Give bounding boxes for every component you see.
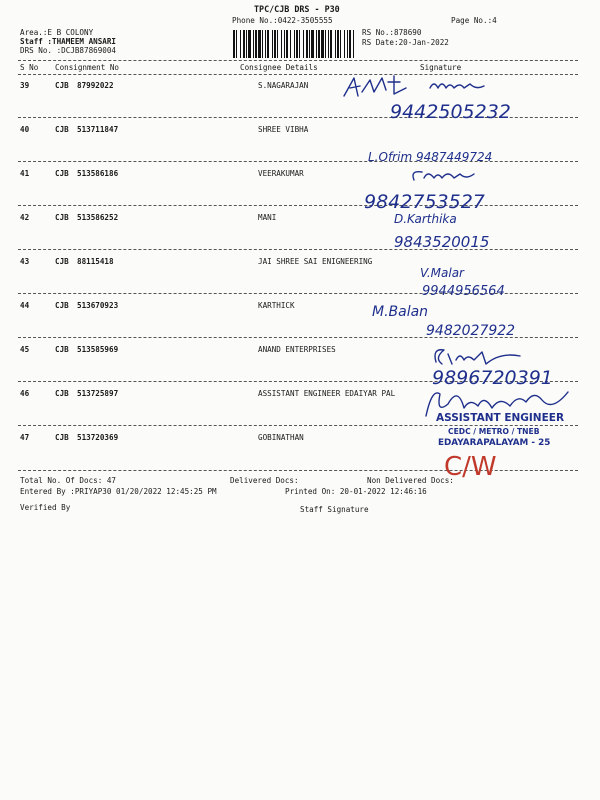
barcode-bar bbox=[325, 30, 326, 58]
verified-by: Verified By bbox=[20, 503, 71, 512]
row-prefix: CJB bbox=[55, 257, 69, 266]
barcode-image bbox=[232, 30, 358, 58]
row-prefix: CJB bbox=[55, 213, 69, 222]
barcode-bar bbox=[253, 30, 254, 58]
barcode-bar bbox=[318, 30, 320, 58]
rs-date: RS Date:20-Jan-2022 bbox=[362, 38, 449, 47]
barcode-bar bbox=[344, 30, 345, 58]
row-consignee: VEERAKUMAR bbox=[258, 169, 304, 178]
row-prefix: CJB bbox=[55, 345, 69, 354]
barcode-bar bbox=[274, 30, 276, 58]
barcode-bar bbox=[349, 30, 351, 58]
barcode-bar bbox=[233, 30, 235, 58]
handwritten-text: M.Balan bbox=[372, 304, 429, 320]
barcode-bar bbox=[236, 30, 237, 58]
barcode-bar bbox=[353, 30, 354, 58]
row-sno: 43 bbox=[20, 257, 30, 266]
handwritten-name bbox=[392, 208, 492, 228]
rs-number: RS No.:878690 bbox=[362, 28, 422, 37]
area-label: Area.:E B COLONY bbox=[20, 28, 94, 37]
col-signature: Signature bbox=[420, 63, 462, 72]
barcode-bar bbox=[311, 30, 314, 58]
barcode-bar bbox=[347, 30, 348, 58]
non-delivered-docs: Non Delivered Docs: bbox=[367, 476, 454, 485]
handwritten-text: 9842753527 bbox=[364, 191, 485, 213]
handwritten-text: 9482027922 bbox=[426, 323, 516, 339]
handwritten-text: 9843520015 bbox=[394, 233, 490, 251]
handwritten-signature bbox=[428, 78, 488, 92]
cw-mark: C/W bbox=[444, 452, 497, 482]
handwritten-text: 9944956564 bbox=[422, 284, 505, 299]
row-consignee: GOBINATHAN bbox=[258, 433, 304, 442]
barcode-bar bbox=[267, 30, 269, 58]
page-number: Page No.:4 bbox=[451, 16, 497, 25]
barcode-bar bbox=[255, 30, 257, 58]
row-consignment: 513586252 bbox=[77, 213, 119, 222]
barcode-bar bbox=[335, 30, 336, 58]
phone-number: Phone No.:0422-3505555 bbox=[232, 16, 333, 25]
row-consignee: KARTHICK bbox=[258, 301, 295, 310]
row-consignee: MANI bbox=[258, 213, 277, 222]
barcode-bar bbox=[240, 30, 241, 58]
barcode-bar bbox=[321, 30, 324, 58]
row-consignee: ASSISTANT ENGINEER EDAIYAR PAL bbox=[258, 389, 396, 398]
handwritten-phone bbox=[386, 96, 576, 124]
barcode-bar bbox=[306, 30, 308, 58]
row-consignee: ANAND ENTERPRISES bbox=[258, 345, 336, 354]
printed-on: Printed On: 20-01-2022 12:46:16 bbox=[285, 487, 427, 496]
row-prefix: CJB bbox=[55, 125, 69, 134]
col-sno: S No bbox=[20, 63, 39, 72]
barcode-bar bbox=[296, 30, 298, 58]
row-sno: 40 bbox=[20, 125, 30, 134]
row-consignment: 513585969 bbox=[77, 345, 119, 354]
col-consignee: Consignee Details bbox=[240, 63, 318, 72]
barcode-bar bbox=[299, 30, 300, 58]
barcode-bar bbox=[277, 30, 278, 58]
row-consignment: 87992022 bbox=[77, 81, 114, 90]
barcode-bar bbox=[281, 30, 282, 58]
row-sno: 41 bbox=[20, 169, 30, 178]
barcode-bar bbox=[246, 30, 247, 58]
handwritten-text: D.Karthika bbox=[394, 212, 457, 226]
row-sno: 47 bbox=[20, 433, 30, 442]
total-docs: Total No. Of Docs: 47 bbox=[20, 476, 117, 485]
row-consignment: 513586186 bbox=[77, 169, 119, 178]
barcode-bar bbox=[248, 30, 251, 58]
row-consignment: 513670923 bbox=[77, 301, 119, 310]
barcode-bar bbox=[265, 30, 266, 58]
handwritten-text: L.Ofrim 9487449724 bbox=[368, 150, 493, 164]
row-consignee: SHREE VIBHA bbox=[258, 125, 309, 134]
entered-by: Entered By :PRIYAP30 01/20/2022 12:45:25 PM bbox=[20, 487, 217, 496]
barcode-bar bbox=[309, 30, 310, 58]
handwritten-signature bbox=[408, 164, 488, 188]
row-prefix: CJB bbox=[55, 169, 69, 178]
row-consignment: 513711847 bbox=[77, 125, 119, 134]
barcode-bar bbox=[328, 30, 329, 58]
row-sno: 42 bbox=[20, 213, 30, 222]
barcode-bar bbox=[337, 30, 339, 58]
barcode-bar bbox=[272, 30, 273, 58]
handwritten-phone bbox=[420, 278, 570, 300]
row-prefix: CJB bbox=[55, 433, 69, 442]
row-sno: 44 bbox=[20, 301, 30, 310]
row-divider bbox=[18, 425, 578, 426]
barcode-bar bbox=[316, 30, 317, 58]
barcode-bar bbox=[290, 30, 291, 58]
row-consignee: S.NAGARAJAN bbox=[258, 81, 309, 90]
barcode-bar bbox=[340, 30, 341, 58]
handwritten-text: 9896720391 bbox=[432, 367, 553, 389]
barcode-bar bbox=[330, 30, 332, 58]
handwritten-text: V.Malar bbox=[420, 266, 464, 280]
staff-label: Staff :THAMEEM ANSARI bbox=[20, 37, 117, 46]
row-prefix: CJB bbox=[55, 389, 69, 398]
stamp-line: EDAYARAPALAYAM - 25 bbox=[438, 438, 551, 448]
handwritten-phone bbox=[366, 146, 586, 166]
header-divider bbox=[18, 60, 578, 61]
drs-number: DRS No. :DCJB87869004 bbox=[20, 46, 117, 55]
staff-signature-label: Staff Signature bbox=[300, 505, 369, 514]
barcode-bar bbox=[243, 30, 245, 58]
row-prefix: CJB bbox=[55, 301, 69, 310]
stamp-line: CEDC / METRO / TNEB bbox=[448, 427, 540, 436]
barcode-bar bbox=[262, 30, 263, 58]
row-sno: 46 bbox=[20, 389, 30, 398]
row-sno: 39 bbox=[20, 81, 30, 90]
barcode-bar bbox=[303, 30, 304, 58]
row-consignee: JAI SHREE SAI ENIGNEERING bbox=[258, 257, 373, 266]
barcode-bar bbox=[286, 30, 288, 58]
row-consignment: 513720369 bbox=[77, 433, 119, 442]
row-prefix: CJB bbox=[55, 81, 69, 90]
barcode-bar bbox=[294, 30, 295, 58]
stamp-line: ASSISTANT ENGINEER bbox=[436, 412, 565, 424]
barcode-bar bbox=[258, 30, 261, 58]
drs-title: TPC/CJB DRS - P30 bbox=[254, 4, 340, 14]
row-consignment: 88115418 bbox=[77, 257, 114, 266]
column-divider bbox=[18, 74, 578, 75]
handwritten-phone bbox=[392, 228, 552, 252]
handwritten-text: 9442505232 bbox=[390, 101, 511, 123]
col-consignment: Consignment No bbox=[55, 63, 120, 72]
delivered-docs: Delivered Docs: bbox=[230, 476, 299, 485]
barcode-bar bbox=[284, 30, 285, 58]
handwritten-phone bbox=[424, 318, 564, 342]
row-sno: 45 bbox=[20, 345, 30, 354]
row-consignment: 513725897 bbox=[77, 389, 119, 398]
